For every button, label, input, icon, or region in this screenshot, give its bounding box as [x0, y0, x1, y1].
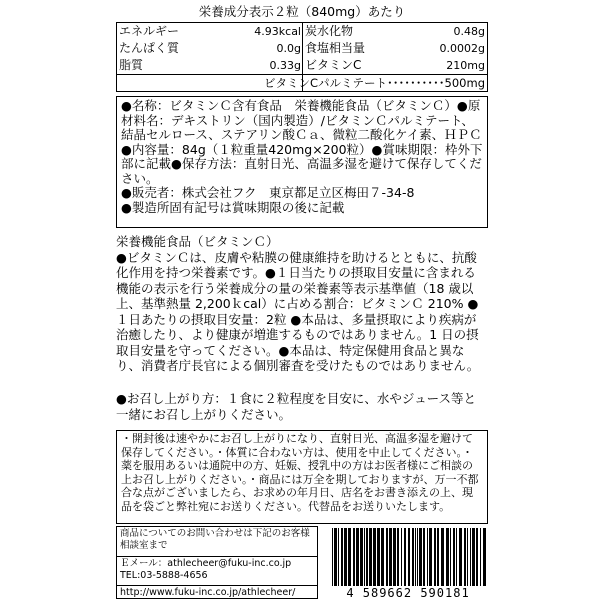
- spec-line: ●名称：ビタミンＣ含有食品 栄養機能食品（ビタミンＣ）●原材料名：デキストリン（国内製造）/ビタミンＣパルミテート、結晶セルロース、ステアリン酸Ｃａ、微粒二酸化ケイ素、ＨＰＣ●内容量：84g（１粒重量420mg×200粒）●賞味期限：枠外下部に記載●保存方法：直射日光、高温多湿を避けて保存してください。: [121, 98, 483, 186]
- nutrition-table: [116, 22, 488, 92]
- barcode: [328, 528, 488, 600]
- nutrient-value: 4.93kcal: [254, 25, 301, 38]
- barcode-bar: [369, 528, 372, 586]
- barcode-bar: [467, 528, 468, 586]
- nutrition-row: [303, 23, 487, 40]
- nutrient-value: 0.0g: [276, 42, 301, 55]
- nutrition-row: [303, 57, 487, 74]
- barcode-bar: [381, 528, 384, 586]
- barcode-bars: [328, 528, 488, 586]
- product-spec-box: [116, 96, 488, 228]
- barcode-bar: [483, 528, 486, 586]
- barcode-bar: [464, 528, 466, 586]
- nutrient-label: 炭水化物: [305, 24, 354, 38]
- usage-instructions: ●お召し上がり方：１食に２粒程度を目安に、水やジュース等と一緒にお召し上がりください。: [116, 391, 477, 422]
- barcode-bar: [419, 528, 422, 586]
- barcode-bar: [456, 528, 457, 586]
- barcode-bar: [344, 528, 347, 586]
- nutrition-left-column: [117, 23, 301, 91]
- barcode-bar: [427, 528, 428, 586]
- barcode-bar: [397, 528, 399, 586]
- product-label: [116, 0, 488, 600]
- nutrient-label: たんぱく質: [119, 41, 180, 55]
- barcode-bar: [332, 528, 333, 586]
- nutrition-row: [117, 40, 301, 57]
- barcode-bar: [441, 528, 444, 586]
- spec-line: ●販売者：株式会社フク 東京都足立区梅田７-34-8: [121, 185, 415, 200]
- email-text: Ｅメール：athlecheer@fuku-inc.co.jp: [120, 558, 292, 569]
- function-body: ●ビタミンＣは、皮膚や粘膜の健康維持を助けるとともに、抗酸化作用を持つ栄養素です。●１日当たりの摂取目安量に含まれる機能の表示を行う栄養成分の量の栄養素等表示基準値（18 歳以上、基準熱量 2,200ｋcal）に占める割合：ビタミンＣ 210% ●１日あたりの摂取目安量：2粒 ●本品は、多量摂取により疾病が治癒したり、より健康が増進するものではありません。1 日の摂取目安量を守ってください。●本品は、特定保健用食品と異なり、消費者庁長官による個別審査を受けたものではありません。: [116, 249, 480, 373]
- barcode-bar: [470, 528, 471, 586]
- table-divider: [117, 74, 487, 75]
- nutrient-label: 脂質: [119, 58, 144, 72]
- barcode-bar: [423, 528, 425, 586]
- barcode-bar: [366, 528, 368, 586]
- barcode-bar: [360, 528, 363, 586]
- barcode-bar: [415, 528, 416, 586]
- barcode-bar: [389, 528, 392, 586]
- barcode-bar: [412, 528, 414, 586]
- nutrition-row: [303, 40, 487, 57]
- nutrient-value: 0.48g: [453, 25, 485, 38]
- barcode-bar: [348, 528, 351, 586]
- contact-details: [117, 557, 317, 586]
- nutrient-value: 0.0002g: [439, 42, 485, 55]
- barcode-bar: [472, 528, 475, 586]
- barcode-bar: [408, 528, 410, 586]
- barcode-number: 4 589662 590181: [346, 586, 470, 600]
- barcode-bar: [356, 528, 359, 586]
- barcode-bar: [393, 528, 396, 586]
- nutrition-row: [117, 57, 301, 74]
- spec-line: ●製造所固有記号は賞味期限の後に記載: [121, 199, 345, 215]
- barcode-bar: [377, 528, 380, 586]
- vitamin-c-palmitate: ビタミンCパルミテート･･････････500mg: [264, 76, 485, 90]
- nutrient-label: ビタミンC: [305, 58, 362, 72]
- caution-box: [116, 430, 488, 524]
- tel-text: TEL:03-5888-4656: [120, 570, 208, 581]
- nutrition-row: [117, 23, 301, 40]
- barcode-bar: [353, 528, 355, 586]
- barcode-bar: [453, 528, 455, 586]
- barcode-bar: [364, 528, 365, 586]
- caution-text: ・開封後は速やかにお召し上がりになり、直射日光、高温多湿を避けて保存してください。・体質に合わない方は、使用を中止してください。・薬を服用あるいは通院中の方、妊娠、授乳中の方はお医者様にご相談の上お召し上がりください。・商品には万全を期しておりますが、万一不都合な点がございましたら、お求めの年月日、店名をお書き添えの上、現品を袋ごと弊社宛にお送りください。代替品をお送りいたします。: [121, 432, 479, 513]
- website-url: http://www.fuku-inc.co.jp/athlecheer/: [120, 587, 296, 598]
- barcode-bar: [480, 528, 481, 586]
- barcode-bar: [459, 528, 462, 586]
- nutrient-value: 210mg: [446, 59, 485, 72]
- barcode-bar: [450, 528, 451, 586]
- function-claim: [116, 234, 488, 374]
- nutrient-label: 食塩相当量: [305, 41, 366, 55]
- barcode-bar: [417, 528, 418, 586]
- nutrient-value: 0.33g: [269, 59, 301, 72]
- nutrition-title: 栄養成分表示２粒（840mg）あたり: [198, 4, 406, 19]
- function-heading: 栄養機能食品（ビタミンＣ）: [116, 234, 279, 249]
- barcode-bar: [476, 528, 478, 586]
- barcode-bar: [429, 528, 432, 586]
- barcode-bar: [446, 528, 449, 586]
- barcode-bar: [334, 528, 337, 586]
- barcode-bar: [437, 528, 439, 586]
- barcode-bar: [404, 528, 406, 586]
- barcode-bar: [338, 528, 339, 586]
- inquiry-text: 商品についてのお問い合わせは下記のお客様相談室まで: [117, 527, 317, 557]
- barcode-bar: [386, 528, 388, 586]
- contact-box: [116, 526, 318, 599]
- barcode-bar: [341, 528, 343, 586]
- nutrient-label: エネルギー: [119, 24, 180, 38]
- barcode-bar: [373, 528, 376, 586]
- barcode-bar: [401, 528, 402, 586]
- barcode-bar: [434, 528, 436, 586]
